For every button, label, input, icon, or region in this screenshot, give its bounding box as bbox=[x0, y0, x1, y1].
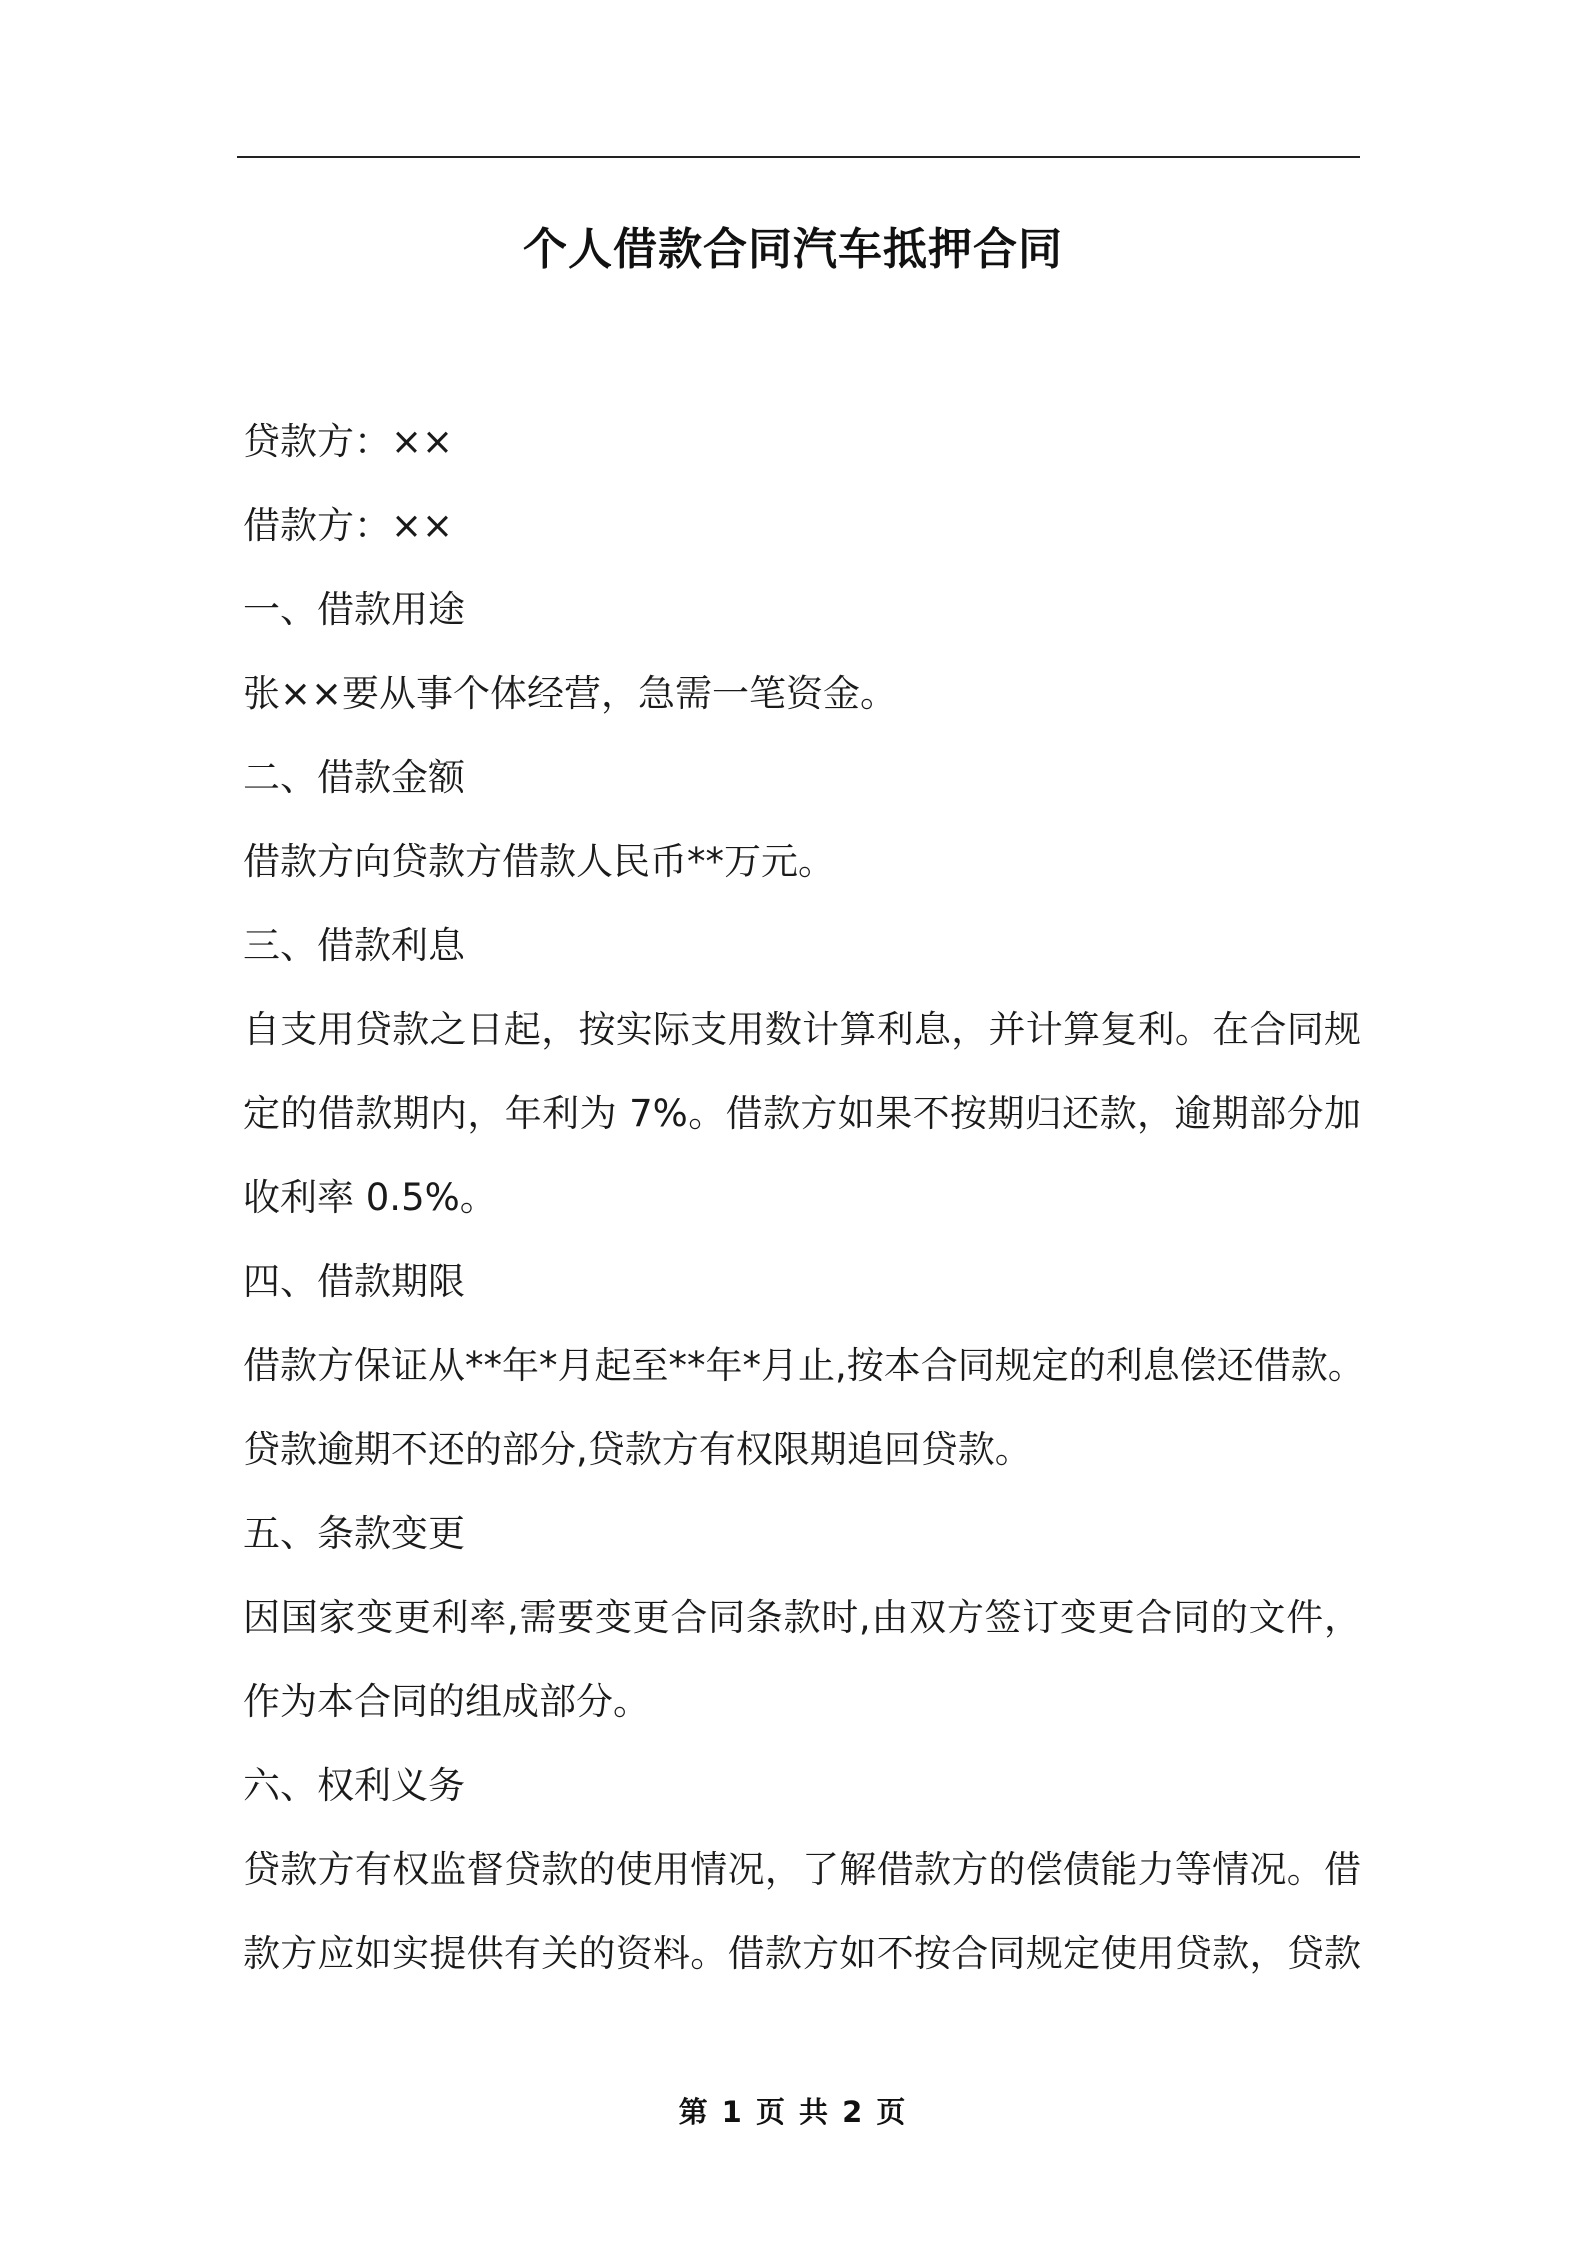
document-body bbox=[243, 400, 1365, 1996]
body-line: 作为本合同的组成部分。 bbox=[243, 1680, 650, 1723]
body-line: 借款方：×× bbox=[243, 504, 454, 547]
section-heading: 四、借款期限 bbox=[243, 1260, 465, 1303]
section-heading: 一、借款用途 bbox=[243, 588, 465, 631]
body-line: 贷款逾期不还的部分,贷款方有权限期追回贷款。 bbox=[243, 1428, 1032, 1471]
body-line: 张××要从事个体经营，急需一笔资金。 bbox=[243, 672, 898, 715]
body-line: 款方应如实提供有关的资料。借款方如不按合同规定使用贷款，贷款 bbox=[243, 1932, 1361, 1975]
body-line: 借款方保证从**年*月起至**年*月止,按本合同规定的利息偿还借款。 bbox=[243, 1344, 1365, 1387]
body-line: 借款方向贷款方借款人民币**万元。 bbox=[243, 840, 835, 883]
header-rule bbox=[237, 156, 1360, 158]
body-line: 因国家变更利率,需要变更合同条款时,由双方签订变更合同的文件， bbox=[243, 1596, 1361, 1639]
body-line: 定的借款期内，年利为 7%。借款方如果不按期归还款，逾期部分加 bbox=[243, 1092, 1361, 1135]
body-line: 贷款方：×× bbox=[243, 420, 454, 463]
document-title: 个人借款合同汽车抵押合同 bbox=[523, 224, 1063, 275]
body-line: 收利率 0.5%。 bbox=[243, 1176, 497, 1219]
section-heading: 二、借款金额 bbox=[243, 756, 465, 799]
section-heading: 三、借款利息 bbox=[243, 924, 465, 967]
page-number-footer: 第 1 页 共 2 页 bbox=[678, 2095, 908, 2129]
body-line: 自支用贷款之日起，按实际支用数计算利息，并计算复利。在合同规 bbox=[243, 1008, 1361, 1051]
body-line: 贷款方有权监督贷款的使用情况，了解借款方的偿债能力等情况。借 bbox=[243, 1848, 1361, 1891]
section-heading: 六、权利义务 bbox=[243, 1764, 465, 1807]
section-heading: 五、条款变更 bbox=[243, 1512, 465, 1555]
